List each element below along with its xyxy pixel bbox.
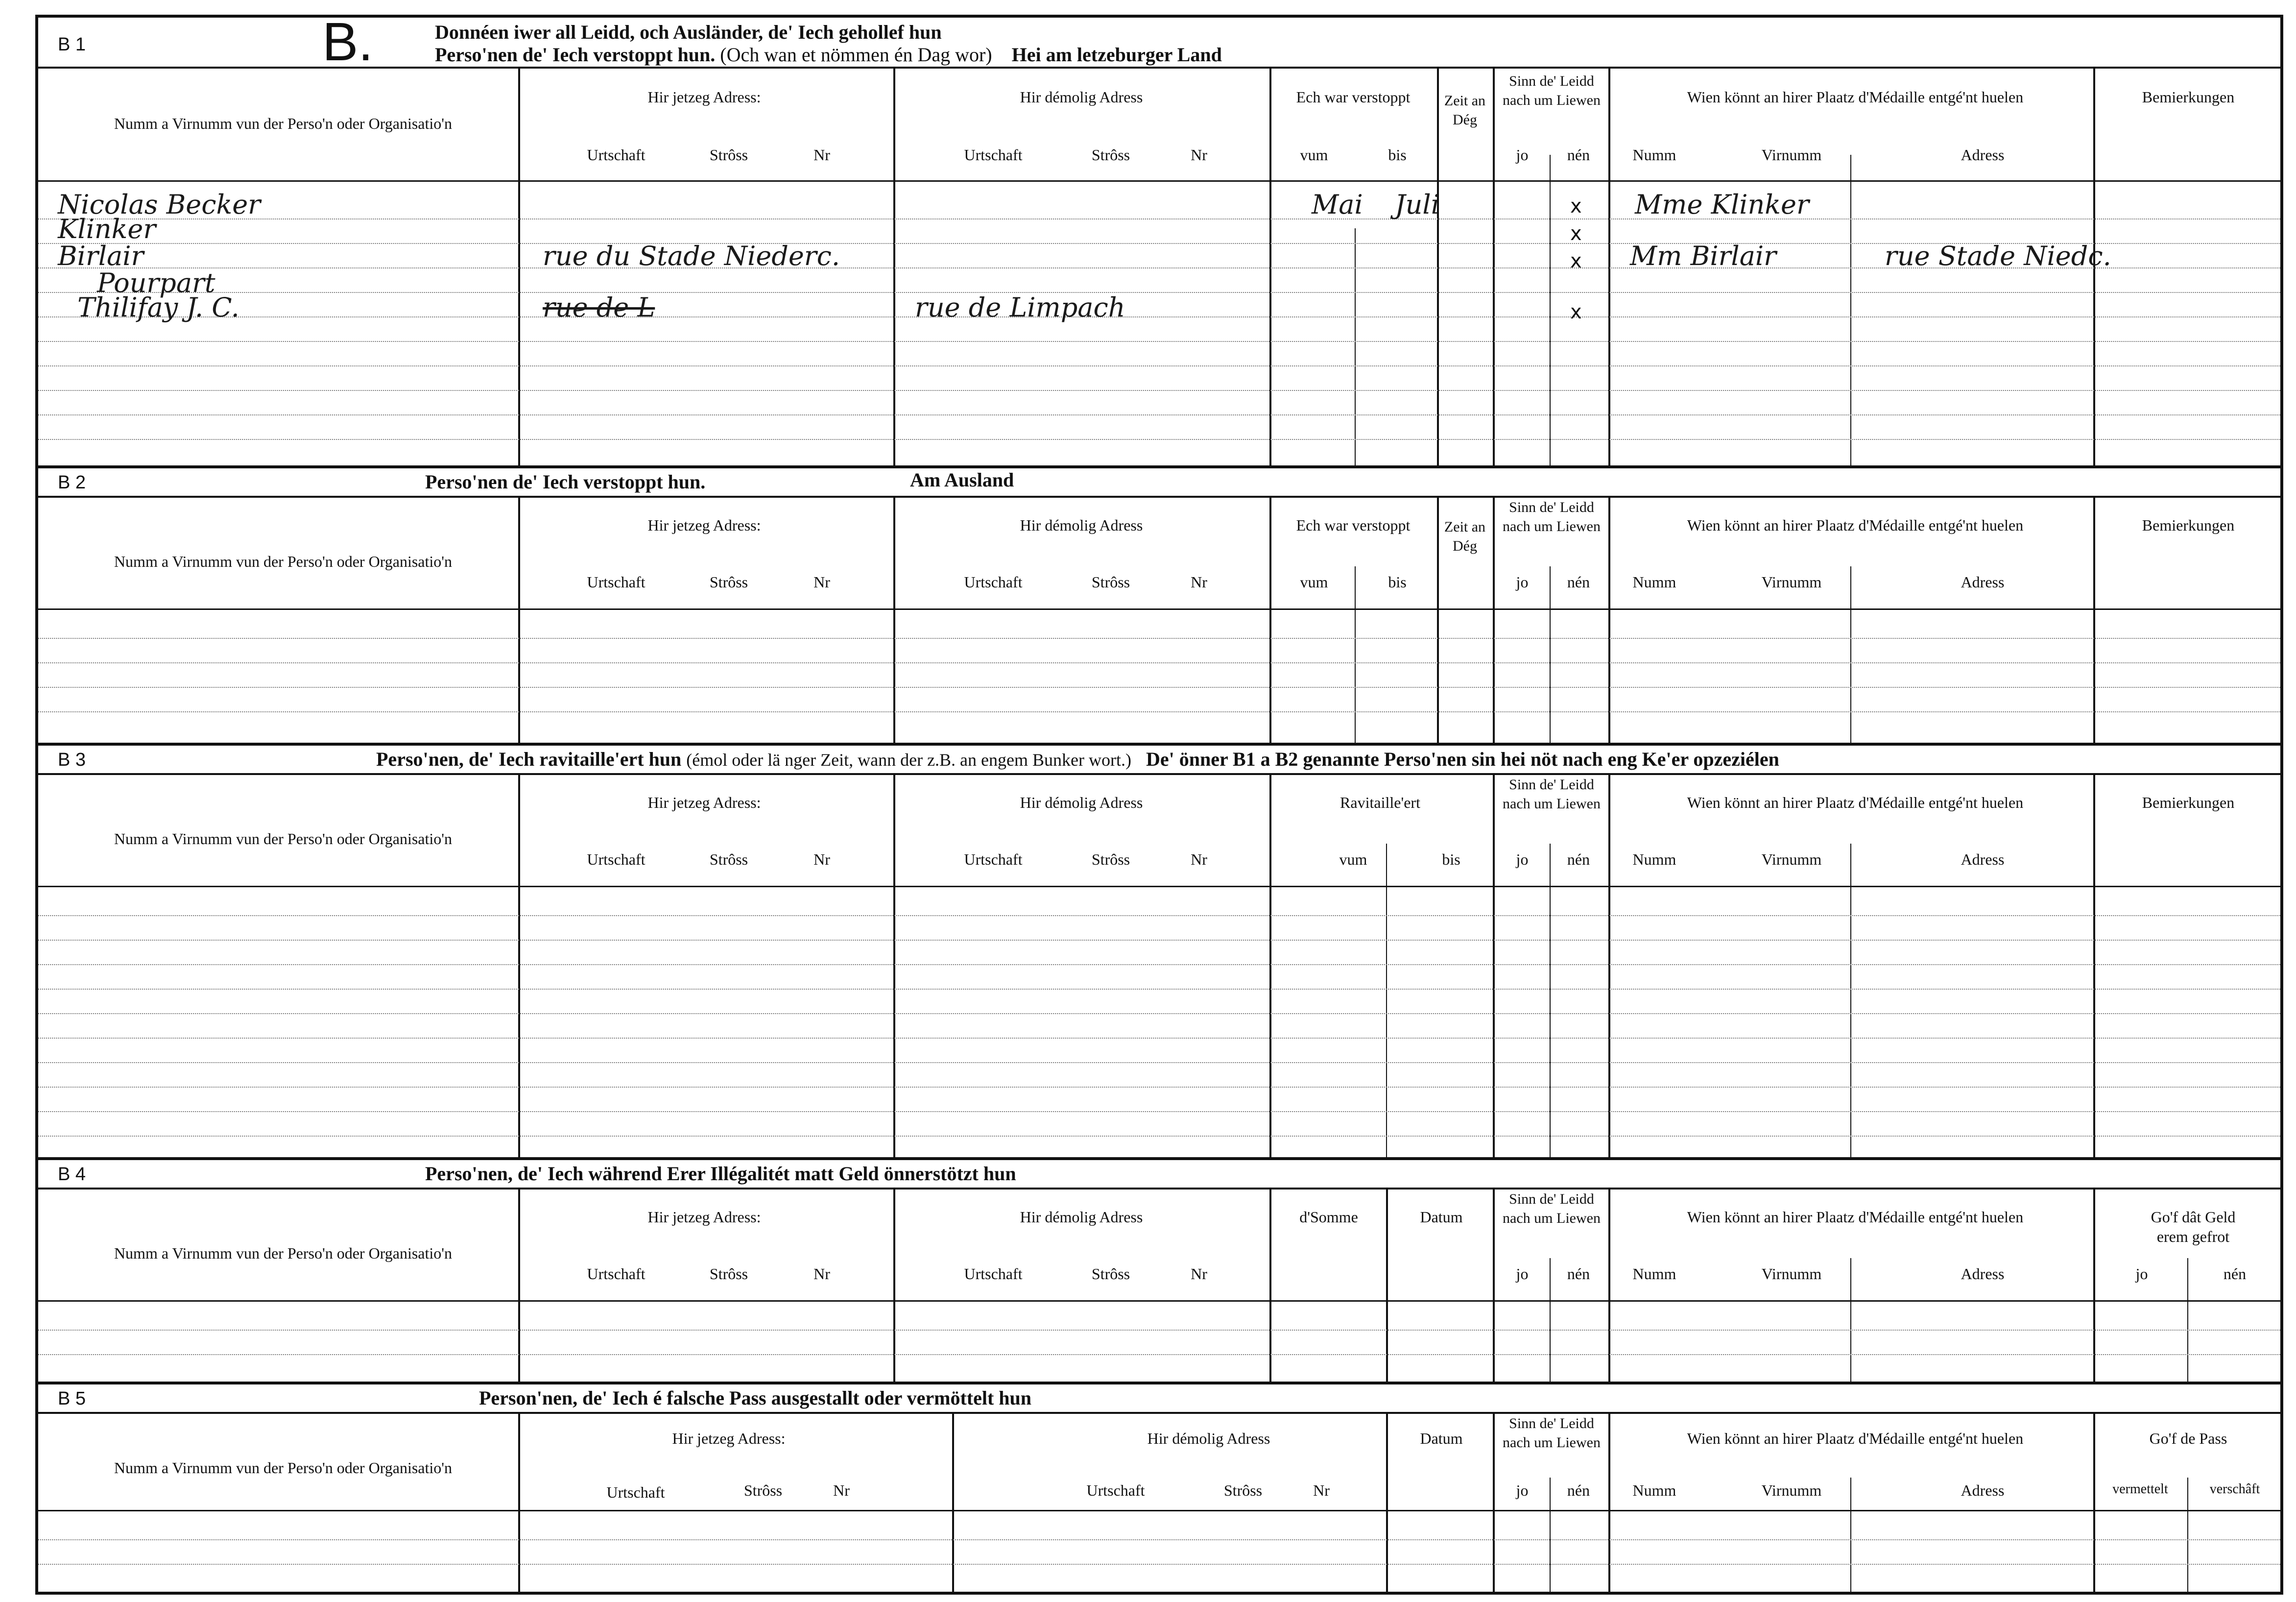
datum-header: Datum [1420, 1208, 1463, 1226]
section-b3 [38, 746, 2280, 1160]
nr-label: Nr [813, 146, 830, 164]
name-column-header: Numm a Virnumm vun der Perso'n oder Organisatio'n [114, 553, 453, 570]
row-line [38, 662, 2280, 663]
row-line [38, 1330, 2280, 1331]
registration-form [35, 12, 2283, 1595]
nr-label: Nr [813, 573, 830, 591]
entry-name: Klinker [58, 214, 156, 244]
stross-label: Strôss [1091, 146, 1130, 164]
adress-label: Adress [1961, 1481, 2005, 1499]
col-divider [518, 1188, 520, 1382]
current-address-header: Hir jetzeg Adress: [647, 794, 761, 811]
col-divider [1850, 1258, 1851, 1382]
medal-header: Wien könnt an hirer Plaatz d'Médaille entgé'nt huelen [1687, 1208, 2024, 1226]
col-divider [1550, 1478, 1551, 1592]
entry-medal-numm: Mm Birlair [1630, 241, 1776, 271]
jo-label: jo [2135, 1265, 2148, 1283]
urtschaft-label: Urtschaft [606, 1483, 665, 1501]
row-line [38, 687, 2280, 688]
row-line [38, 1564, 2280, 1565]
former-address-header: Hir démolig Adress [1020, 516, 1143, 534]
row-line [38, 1062, 2280, 1063]
section-id: B 2 [58, 472, 86, 493]
stross-label: Strôss [709, 146, 748, 164]
current-address-header: Hir jetzeg Adress: [647, 516, 761, 534]
bemierkungen-header: Bemierkungen [2142, 88, 2235, 106]
form-title-line2: Perso'nen de' Iech verstoppt hun. (Och wan et nömmen én Dag wor) Hei am letzeburger Land [435, 44, 1222, 66]
col-divider [893, 773, 895, 1157]
virnumm-label: Virnumm [1761, 1481, 1822, 1499]
money-returned-header: Go'f dât Geld erem gefrot [2151, 1208, 2236, 1245]
nr-label: Nr [813, 850, 830, 868]
section-b3-title-bar [38, 746, 2280, 775]
section-b2-title-bar [38, 468, 2280, 498]
medal-header: Wien könnt an hirer Plaatz d'Médaille entgé'nt huelen [1687, 1430, 2024, 1447]
alive-header: Sinn de' Leidd nach um Liewen [1503, 1191, 1601, 1226]
bis-label: bis [1442, 850, 1460, 868]
col-divider [2093, 1188, 2095, 1382]
col-divider [518, 496, 520, 743]
row-line [38, 638, 2280, 639]
nen-label: nén [2223, 1265, 2247, 1283]
row-line [38, 1111, 2280, 1112]
virnumm-label: Virnumm [1761, 573, 1822, 591]
numm-label: Numm [1632, 146, 1676, 164]
numm-label: Numm [1632, 573, 1676, 591]
hidden-period-header: Ech war verstoppt [1296, 88, 1411, 106]
col-divider [893, 496, 895, 743]
adress-label: Adress [1961, 146, 2005, 164]
entry-vum: Mai [1312, 189, 1363, 220]
row-line [38, 989, 2280, 990]
zeit-an-deg-header: Zeit an Dég [1444, 93, 1486, 128]
vum-label: vum [1300, 146, 1328, 164]
name-column-header: Numm a Virnumm vun der Perso'n oder Organisatio'n [114, 830, 453, 848]
header-divider [38, 180, 2280, 182]
header-divider [38, 886, 2280, 887]
col-divider [1355, 566, 1356, 743]
section-title: Perso'nen, de' Iech ravitaille'ert hun (émol oder lä nger Zeit, wann der z.B. an engem Bunker wort.) De' önner B1 a B2 genannte Perso'nen sin hei nöt nach eng Ke'er opzeziélen [376, 748, 1779, 770]
medal-header: Wien könnt an hirer Plaatz d'Médaille entgé'nt huelen [1687, 516, 2024, 534]
col-divider [1493, 67, 1495, 465]
row-line [38, 940, 2280, 941]
stross-label: Strôss [1223, 1481, 1263, 1499]
entry-name: Pourpart [97, 267, 215, 298]
entry-current-address: rue de L [543, 292, 655, 323]
urtschaft-label: Urtschaft [587, 1265, 646, 1283]
alive-header: Sinn de' Leidd nach um Liewen [1503, 777, 1601, 812]
col-divider [1269, 1188, 1271, 1382]
nr-label: Nr [813, 1265, 830, 1283]
current-address-header: Hir jetzeg Adress: [647, 1208, 761, 1226]
col-divider [2187, 1478, 2188, 1592]
entry-name: Thilifay J. C. [77, 292, 239, 323]
nr-label: Nr [833, 1481, 850, 1499]
section-b5-title-bar [38, 1384, 2280, 1414]
nr-label: Nr [1191, 1265, 1207, 1283]
section-b1 [38, 12, 2280, 468]
stross-label: Strôss [1091, 1265, 1130, 1283]
nen-label: nén [1567, 146, 1590, 164]
bis-label: bis [1388, 573, 1407, 591]
entry-nen-mark: x [1570, 301, 1582, 323]
entry-name: Birlair [58, 241, 144, 271]
row-line [38, 439, 2280, 440]
row-line [38, 316, 2280, 317]
stross-label: Strôss [709, 1265, 748, 1283]
name-column-header: Numm a Virnumm vun der Perso'n oder Organisatio'n [114, 115, 453, 132]
urtschaft-label: Urtschaft [587, 146, 646, 164]
section-b1-title-bar [38, 12, 2280, 72]
jo-label: jo [1516, 1265, 1529, 1283]
entry-bis: Juli [1395, 189, 1439, 220]
row-line [38, 1038, 2280, 1039]
nen-label: nén [1567, 850, 1590, 868]
verschaft-label: verschâft [2209, 1481, 2260, 1497]
row-line [38, 1087, 2280, 1088]
col-divider [1355, 228, 1356, 465]
somme-header: d'Somme [1299, 1208, 1358, 1226]
entry-nen-mark: x [1570, 250, 1582, 272]
entry-former-address: rue de Limpach [915, 292, 1125, 323]
col-divider [2093, 496, 2095, 743]
entry-name: Nicolas Becker [58, 189, 261, 220]
nen-label: nén [1567, 1481, 1590, 1499]
name-column-header: Numm a Virnumm vun der Perso'n oder Organisatio'n [114, 1459, 453, 1477]
col-divider [893, 67, 895, 465]
col-divider [1550, 1258, 1551, 1382]
header-divider [38, 1510, 2280, 1511]
hidden-period-header: Ech war verstoppt [1296, 516, 1411, 534]
stross-label: Strôss [1091, 850, 1130, 868]
row-line [38, 915, 2280, 916]
former-address-header: Hir démolig Adress [1020, 1208, 1143, 1226]
urtschaft-label: Urtschaft [1086, 1481, 1145, 1499]
section-title: Perso'nen, de' Iech während Erer Illégalitét matt Geld önnerstötzt hun [425, 1163, 1016, 1185]
row-line [38, 1136, 2280, 1137]
col-divider [1608, 773, 1610, 1157]
section-b2 [38, 468, 2280, 746]
nr-label: Nr [1191, 146, 1207, 164]
entry-current-address: rue du Stade Niederc. [543, 241, 840, 271]
urtschaft-label: Urtschaft [964, 573, 1023, 591]
former-address-header: Hir démolig Adress [1020, 88, 1143, 106]
col-divider [1386, 844, 1387, 1157]
urtschaft-label: Urtschaft [587, 573, 646, 591]
former-address-header: Hir démolig Adress [1147, 1430, 1270, 1447]
urtschaft-label: Urtschaft [587, 850, 646, 868]
urtschaft-label: Urtschaft [964, 1265, 1023, 1283]
row-line [38, 341, 2280, 342]
section-b1-header [38, 67, 2280, 182]
row-line [38, 1013, 2280, 1014]
row-line [38, 1354, 2280, 1355]
col-divider [1550, 844, 1551, 1157]
row-line [38, 1539, 2280, 1540]
vum-label: vum [1300, 573, 1328, 591]
col-divider [1437, 496, 1439, 743]
col-divider [1608, 1188, 1610, 1382]
header-divider [38, 1300, 2280, 1302]
numm-label: Numm [1632, 850, 1676, 868]
col-divider [893, 1188, 895, 1382]
section-id: B 3 [58, 750, 86, 770]
vermettelt-label: vermettelt [2112, 1481, 2168, 1497]
header-divider [38, 608, 2280, 610]
section-id: B 1 [58, 34, 86, 55]
section-subtitle: Am Ausland [910, 469, 1014, 491]
col-divider [1493, 496, 1495, 743]
jo-label: jo [1516, 146, 1529, 164]
bis-label: bis [1388, 146, 1407, 164]
adress-label: Adress [1961, 850, 2005, 868]
nr-label: Nr [1191, 573, 1207, 591]
nr-label: Nr [1191, 850, 1207, 868]
stross-label: Strôss [1091, 573, 1130, 591]
col-divider [1493, 1188, 1495, 1382]
medal-header: Wien könnt an hirer Plaatz d'Médaille entgé'nt huelen [1687, 88, 2024, 106]
jo-label: jo [1516, 573, 1529, 591]
col-divider [1850, 1478, 1851, 1592]
col-divider [2093, 773, 2095, 1157]
virnumm-label: Virnumm [1761, 850, 1822, 868]
entry-nen-mark: x [1570, 222, 1582, 245]
bemierkungen-header: Bemierkungen [2142, 794, 2235, 811]
col-divider [1269, 67, 1271, 465]
current-address-header: Hir jetzeg Adress: [647, 88, 761, 106]
nr-label: Nr [1313, 1481, 1330, 1499]
section-id: B 5 [58, 1388, 86, 1409]
section-title: Perso'nen de' Iech verstoppt hun. [425, 471, 706, 493]
col-divider [1550, 566, 1551, 743]
row-line [38, 414, 2280, 415]
col-divider [1493, 773, 1495, 1157]
name-column-header: Numm a Virnumm vun der Perso'n oder Organisatio'n [114, 1244, 453, 1262]
col-divider [1608, 496, 1610, 743]
section-id: B 4 [58, 1164, 86, 1185]
nen-label: nén [1567, 1265, 1590, 1283]
entry-nen-mark: x [1570, 195, 1582, 218]
section-b4 [38, 1160, 2280, 1384]
col-divider [1269, 773, 1271, 1157]
row-line [38, 964, 2280, 965]
medal-header: Wien könnt an hirer Plaatz d'Médaille entgé'nt huelen [1687, 794, 2024, 811]
entry-medal-numm: Mme Klinker [1635, 189, 1809, 220]
adress-label: Adress [1961, 573, 2005, 591]
col-divider [1608, 67, 1610, 465]
section-b4-title-bar [38, 1160, 2280, 1189]
virnumm-label: Virnumm [1761, 1265, 1822, 1283]
stross-label: Strôss [743, 1481, 783, 1499]
urtschaft-label: Urtschaft [964, 850, 1023, 868]
stross-label: Strôss [709, 573, 748, 591]
zeit-an-deg-header: Zeit an Dég [1444, 519, 1486, 554]
col-divider [518, 67, 520, 465]
urtschaft-label: Urtschaft [964, 146, 1023, 164]
alive-header: Sinn de' Leidd nach um Liewen [1503, 499, 1601, 534]
col-divider [1850, 844, 1851, 1157]
entry-medal-adress: rue Stade Niedc. [1885, 241, 2111, 271]
section-b5 [38, 1384, 2280, 1592]
pass-header: Go'f de Pass [2149, 1430, 2227, 1447]
col-divider [1850, 566, 1851, 743]
col-divider [518, 773, 520, 1157]
col-divider [1850, 155, 1851, 465]
alive-header: Sinn de' Leidd nach um Liewen [1503, 73, 1601, 108]
alive-header: Sinn de' Leidd nach um Liewen [1503, 1415, 1601, 1451]
vum-label: vum [1339, 850, 1367, 868]
datum-header: Datum [1420, 1430, 1463, 1447]
bemierkungen-header: Bemierkungen [2142, 516, 2235, 534]
row-line [38, 218, 2280, 219]
col-divider [1550, 155, 1551, 465]
numm-label: Numm [1632, 1481, 1676, 1499]
adress-label: Adress [1961, 1265, 2005, 1283]
jo-label: jo [1516, 850, 1529, 868]
stross-label: Strôss [709, 850, 748, 868]
form-title-line1: Donnéen iwer all Leidd, och Ausländer, de' Iech gehollef hun [435, 21, 942, 43]
form-letter: B. [322, 12, 373, 72]
virnumm-label: Virnumm [1761, 146, 1822, 164]
nen-label: nén [1567, 573, 1590, 591]
former-address-header: Hir démolig Adress [1020, 794, 1143, 811]
row-line [38, 365, 2280, 366]
row-line [38, 292, 2280, 293]
col-divider [1437, 67, 1439, 465]
jo-label: jo [1516, 1481, 1529, 1499]
row-line [38, 390, 2280, 391]
numm-label: Numm [1632, 1265, 1676, 1283]
current-address-header: Hir jetzeg Adress: [672, 1430, 786, 1447]
section-title: Person'nen, de' Iech é falsche Pass ausgestallt oder vermöttelt hun [479, 1387, 1032, 1409]
col-divider [1269, 496, 1271, 743]
ravitailleert-header: Ravitaille'ert [1340, 794, 1420, 811]
row-line [38, 711, 2280, 712]
col-divider [2187, 1258, 2188, 1382]
col-divider [1386, 1188, 1388, 1382]
